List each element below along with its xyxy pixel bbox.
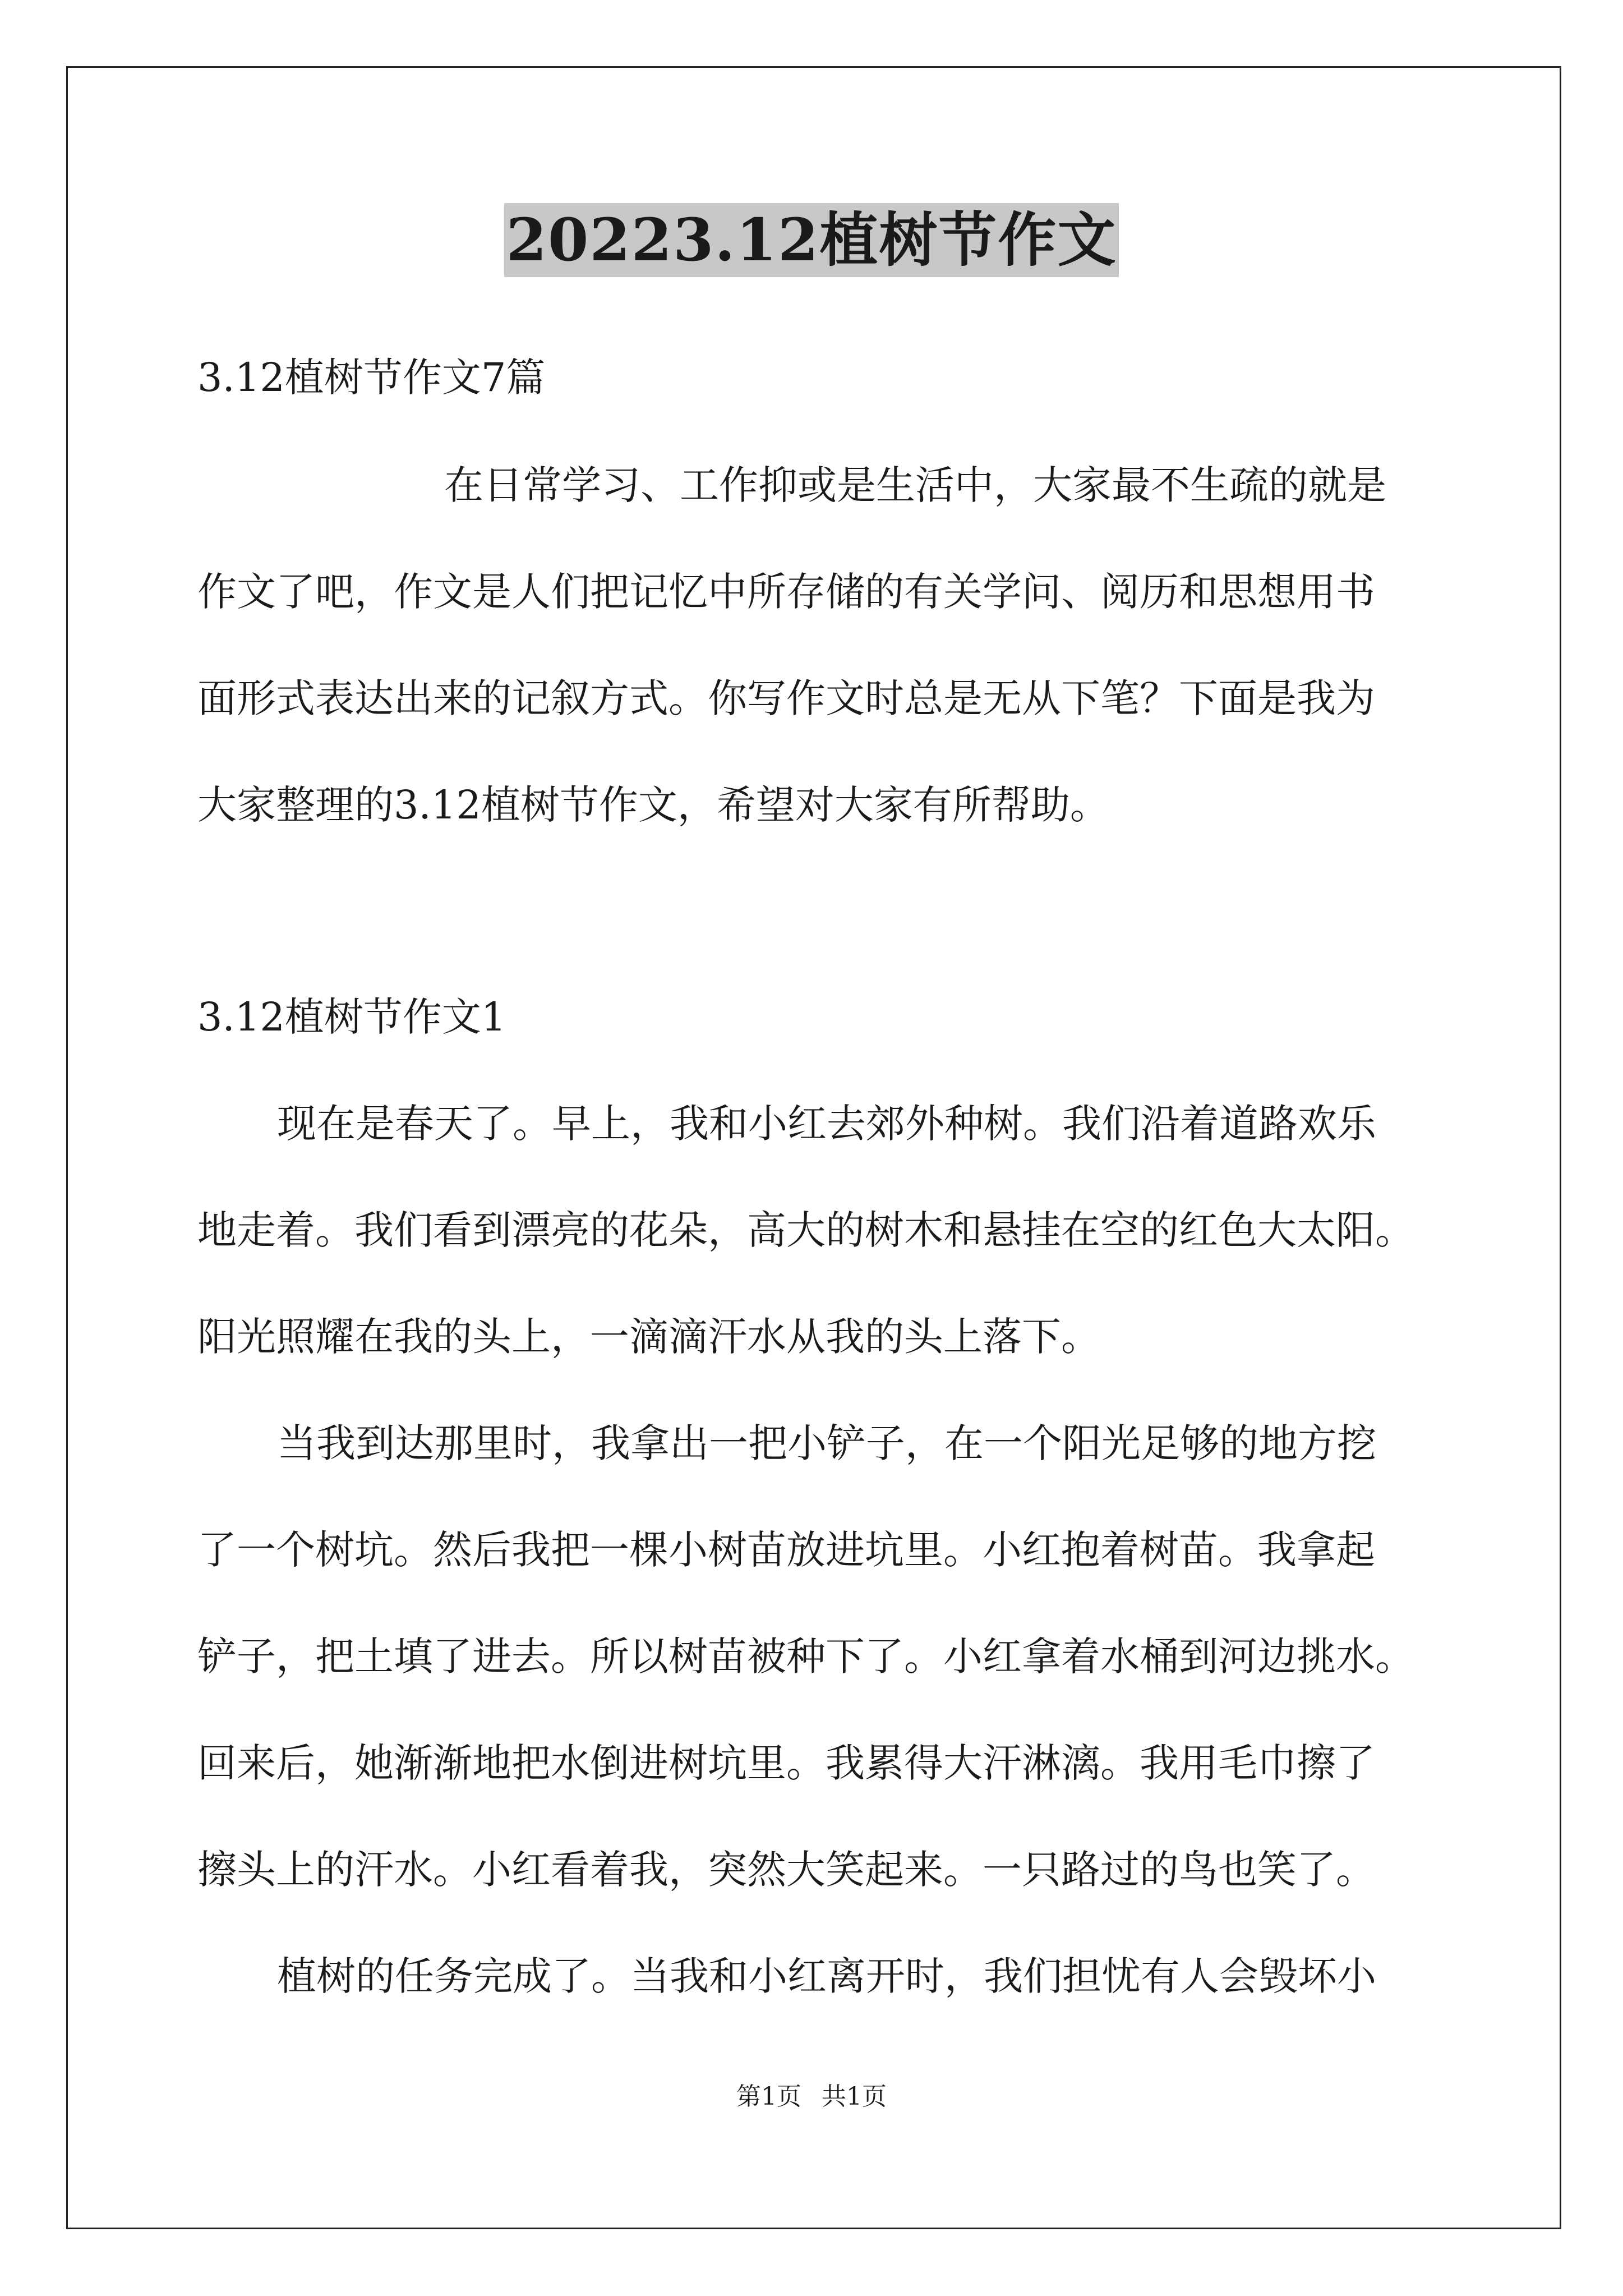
paragraph2-line-2: 了一个树坑。然后我把一棵小树苗放进坑里。小红抱着树苗。我拿起 bbox=[197, 1527, 1375, 1573]
paragraph1-line-3: 阳光照耀在我的头上，一滴滴汗水从我的头上落下。 bbox=[197, 1314, 1100, 1360]
intro-line-3: 面形式表达出来的记叙方式。你写作文时总是无从下笔？下面是我为 bbox=[197, 675, 1375, 721]
section-heading: 3.12植树节作文1 bbox=[197, 994, 506, 1040]
page-footer bbox=[0, 2080, 1623, 2114]
paragraph2-line-1: 当我到达那里时，我拿出一把小铲子，在一个阳光足够的地方挖 bbox=[277, 1420, 1376, 1466]
title-container bbox=[0, 203, 1623, 277]
page-current: 第1页 bbox=[736, 2082, 801, 2111]
paragraph1-line-2: 地走着。我们看到漂亮的花朵，高大的树木和悬挂在空的红色大太阳。 bbox=[197, 1207, 1414, 1253]
intro-line-4: 大家整理的3.12植树节作文，希望对大家有所帮助。 bbox=[197, 782, 1109, 828]
page-total: 共1页 bbox=[822, 2082, 887, 2111]
paragraph2-line-3: 铲子，把土填了进去。所以树苗被种下了。小红拿着水桶到河边挑水。 bbox=[197, 1634, 1414, 1680]
intro-line-2: 作文了吧，作文是人们把记忆中所存储的有关学问、阅历和思想用书 bbox=[197, 569, 1375, 615]
paragraph2-line-5: 擦头上的汗水。小红看着我，突然大笑起来。一只路过的鸟也笑了。 bbox=[197, 1847, 1375, 1893]
paragraph3-line-1: 植树的任务完成了。当我和小红离开时，我们担忧有人会毁坏小 bbox=[277, 1953, 1376, 1999]
subtitle: 3.12植树节作文7篇 bbox=[197, 355, 546, 401]
paragraph2-line-4: 回来后，她渐渐地把水倒进树坑里。我累得大汗淋漓。我用毛巾擦了 bbox=[197, 1740, 1375, 1786]
intro-line-1: 在日常学习、工作抑或是生活中，大家最不生疏的就是 bbox=[444, 462, 1386, 508]
paragraph1-line-1: 现在是春天了。早上，我和小红去郊外种树。我们沿着道路欢乐 bbox=[277, 1101, 1376, 1147]
document-title: 20223.12植树节作文 bbox=[504, 203, 1119, 277]
